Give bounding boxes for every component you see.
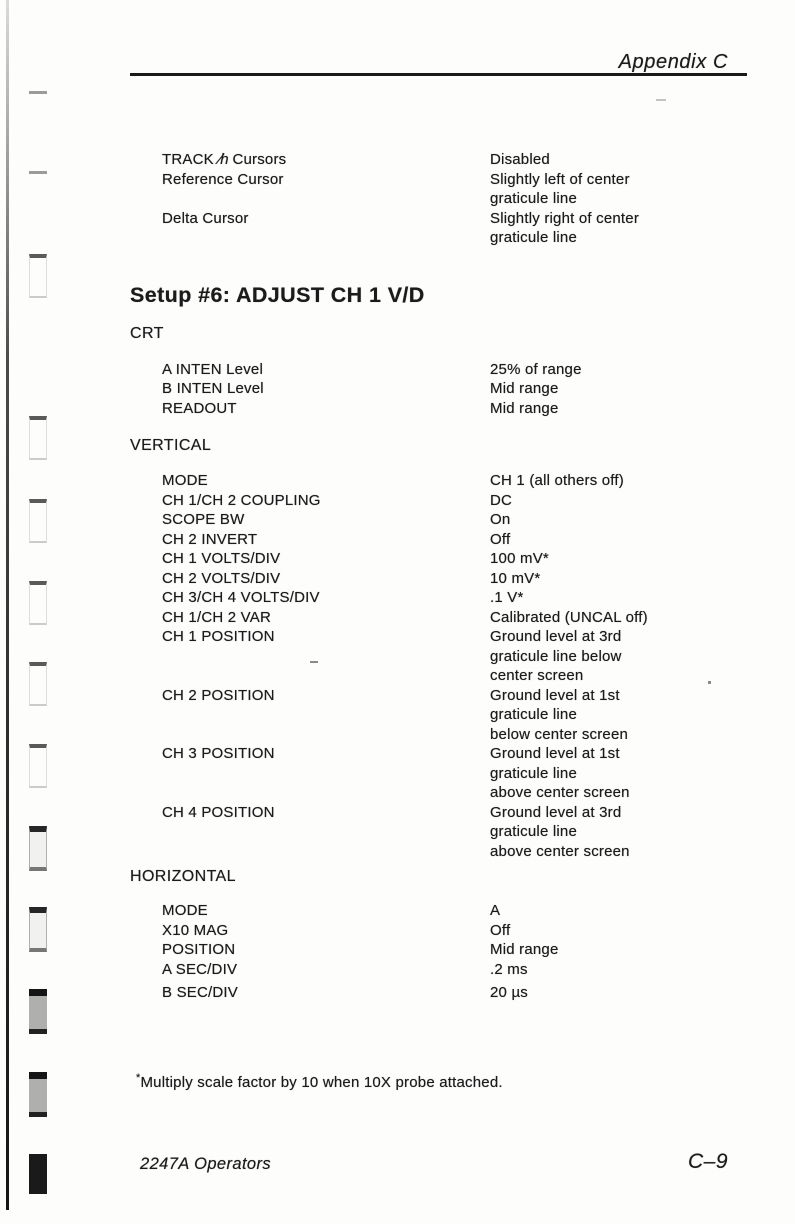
page-content <box>130 150 770 1092</box>
setting-row <box>130 399 770 419</box>
binding-hole-mark <box>29 254 47 298</box>
setting-value: A <box>490 902 501 919</box>
setting-value: Mid range <box>490 380 559 397</box>
setting-label: MODE <box>162 902 208 919</box>
setting-row <box>130 803 770 862</box>
setting-row <box>130 510 770 530</box>
setting-row <box>130 360 770 380</box>
binding-hole-mark <box>29 744 47 788</box>
vertical-settings-list <box>130 471 770 861</box>
setting-label: POSITION <box>162 941 236 958</box>
binding-hole-mark <box>29 416 47 460</box>
setting-label: CH 1/CH 2 COUPLING <box>162 491 321 509</box>
setting-row <box>130 686 770 745</box>
setting-row <box>130 588 770 608</box>
setting-value: Off <box>490 921 511 939</box>
binding-hole-mark <box>29 826 47 871</box>
setting-row <box>130 170 770 209</box>
scan-speck <box>656 99 666 101</box>
binding-hole-mark <box>29 662 47 706</box>
section-title-vertical: VERTICAL <box>130 437 212 454</box>
footer-page-number: C–9 <box>688 1150 729 1173</box>
setting-value: .2 ms <box>490 960 528 978</box>
setting-label: SCOPE BW <box>162 511 245 528</box>
track-cursors-symbol: ∕h <box>219 151 228 168</box>
setting-label: MODE <box>162 472 208 489</box>
setting-row <box>130 921 770 941</box>
binding-hole-mark <box>29 91 47 94</box>
setting-value: .1 V* <box>490 589 524 606</box>
setting-row <box>130 549 770 569</box>
setting-value: Off <box>490 530 511 548</box>
section-title-crt: CRT <box>130 324 164 342</box>
setting-label: TRACK ∕h Cursors <box>162 151 287 168</box>
setting-label: A INTEN Level <box>162 360 263 378</box>
setting-value: Slightly right of center graticule line <box>490 209 640 246</box>
setting-value: Ground level at 3rd graticule line above center screen <box>490 803 630 860</box>
setting-row <box>130 209 770 248</box>
setting-label: READOUT <box>162 399 237 417</box>
footer-manual-title: 2247A Operators <box>140 1155 272 1173</box>
binding-hole-mark <box>29 499 47 543</box>
cursor-settings-list <box>130 150 770 248</box>
binding-hole-mark <box>29 907 47 952</box>
horizontal-settings-list <box>130 901 770 1003</box>
setting-label: CH 2 POSITION <box>162 686 275 704</box>
binding-hole-mark <box>29 989 47 1034</box>
setting-row <box>130 608 770 628</box>
setting-value: CH 1 (all others off) <box>490 472 624 489</box>
setting-value: Mid range <box>490 941 559 958</box>
setting-label: CH 1 VOLTS/DIV <box>162 550 281 567</box>
setting-label: Reference Cursor <box>162 170 284 188</box>
binding-hole-mark <box>29 581 47 625</box>
setting-row <box>130 940 770 960</box>
setting-value: 20 µs <box>490 984 528 1001</box>
setting-label: B INTEN Level <box>162 380 264 397</box>
setting-row <box>130 983 770 1003</box>
setting-value: Ground level at 1st graticule line below center screen <box>490 686 629 743</box>
scan-binding-edge <box>6 0 9 1210</box>
setting-value: Calibrated (UNCAL off) <box>490 608 648 626</box>
setting-row <box>130 960 770 980</box>
setting-row <box>130 569 770 589</box>
setting-row <box>130 471 770 491</box>
setting-row <box>130 379 770 399</box>
setting-value: Slightly left of center graticule line <box>490 170 630 207</box>
setting-label: A SEC/DIV <box>162 960 238 978</box>
setting-value: Ground level at 3rd graticule line below center screen <box>490 628 622 684</box>
section-title-horizontal: HORIZONTAL <box>130 868 236 885</box>
appendix-title: Appendix C <box>618 51 728 73</box>
setting-label: X10 MAG <box>162 921 229 939</box>
setting-label: CH 1 POSITION <box>162 628 275 645</box>
setting-row <box>130 150 770 170</box>
setting-label: CH 1/CH 2 VAR <box>162 608 272 626</box>
binding-hole-mark <box>29 171 47 174</box>
setting-label: B SEC/DIV <box>162 984 238 1001</box>
setting-label: CH 3/CH 4 VOLTS/DIV <box>162 589 320 606</box>
footnote-marker: * <box>136 1071 141 1084</box>
binding-hole-mark <box>29 1072 47 1117</box>
binding-hole-mark <box>29 1154 47 1194</box>
header-rule <box>130 73 747 76</box>
setting-value: Ground level at 1st graticule line above center screen <box>490 745 630 801</box>
setting-row <box>130 491 770 511</box>
setup-heading: Setup #6: ADJUST CH 1 V/D <box>130 282 425 307</box>
setting-value: On <box>490 511 511 528</box>
setting-row <box>130 530 770 550</box>
setting-value: 100 mV* <box>490 550 549 567</box>
setting-label: CH 3 POSITION <box>162 745 275 762</box>
setting-row <box>130 901 770 921</box>
setting-value: DC <box>490 491 513 509</box>
setting-label: CH 2 VOLTS/DIV <box>162 569 281 587</box>
setting-value: Disabled <box>490 151 550 168</box>
setting-label: CH 2 INVERT <box>162 530 258 548</box>
setting-value: Mid range <box>490 399 559 417</box>
setting-label: CH 4 POSITION <box>162 803 275 821</box>
setting-value: 10 mV* <box>490 569 541 587</box>
setting-row <box>130 627 770 686</box>
crt-settings-list <box>130 360 770 419</box>
footnote: *Multiply scale factor by 10 when 10X probe attached. <box>136 1071 503 1091</box>
setting-value: 25% of range <box>490 360 582 378</box>
setting-label: Delta Cursor <box>162 209 249 227</box>
setting-row <box>130 744 770 803</box>
